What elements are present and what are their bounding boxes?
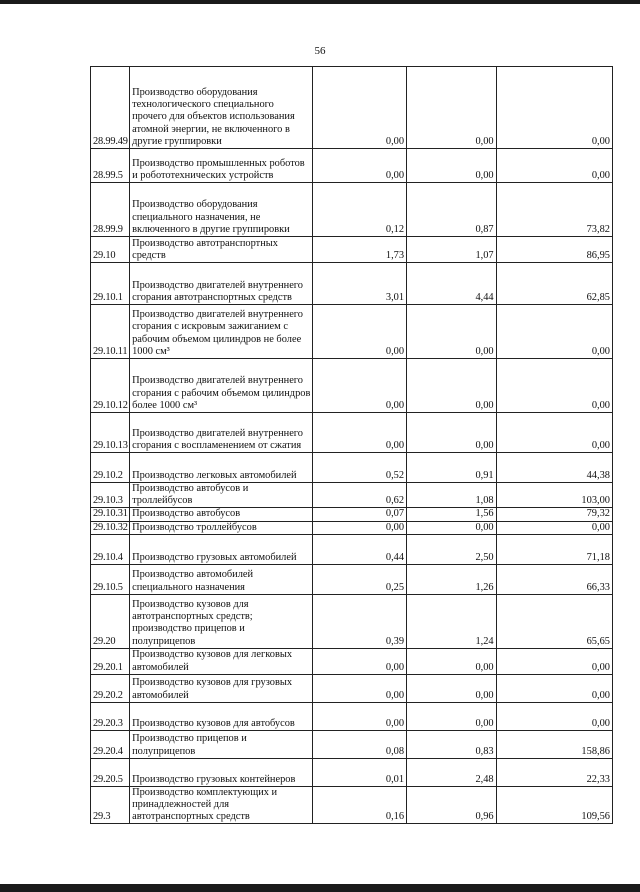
row-code: 29.20.4: [91, 730, 130, 758]
row-name: Производство оборудования специального назначения, не включенного в другие группировки: [130, 183, 313, 237]
row-value-1: 0,00: [313, 67, 407, 149]
row-value-1: 3,01: [313, 263, 407, 305]
row-code: 29.10: [91, 237, 130, 263]
row-value-2: 0,87: [407, 183, 497, 237]
table-row: [91, 183, 613, 237]
row-value-3: 44,38: [496, 453, 612, 483]
row-value-3: 0,00: [496, 413, 612, 453]
page-number: 56: [314, 45, 326, 57]
row-value-2: 0,83: [407, 730, 497, 758]
row-code: 29.10.4: [91, 534, 130, 564]
table-row: [91, 413, 613, 453]
table-row: [91, 483, 613, 508]
row-name: Производство грузовых автомобилей: [130, 534, 313, 564]
row-value-2: 2,48: [407, 758, 497, 786]
table-row: [91, 149, 613, 183]
row-value-2: 0,00: [407, 359, 497, 413]
row-value-2: 0,00: [407, 674, 497, 702]
row-value-2: 1,56: [407, 508, 497, 521]
row-name: Производство троллейбусов: [130, 521, 313, 534]
row-value-1: 0,00: [313, 359, 407, 413]
row-value-2: 0,00: [407, 521, 497, 534]
scan-border-bottom: [0, 884, 640, 892]
row-value-1: 0,00: [313, 674, 407, 702]
row-name: Производство двигателей внутреннего сгорания с искровым зажиганием с рабочим объемом цилиндров не более 1000 см³: [130, 305, 313, 359]
table-row: [91, 758, 613, 786]
row-value-2: 0,00: [407, 648, 497, 674]
row-value-3: 79,32: [496, 508, 612, 521]
row-value-1: 0,00: [313, 305, 407, 359]
row-value-3: 109,56: [496, 786, 612, 824]
row-name: Производство двигателей внутреннего сгорания с воспламенением от сжатия: [130, 413, 313, 453]
row-code: 28.99.9: [91, 183, 130, 237]
row-value-1: 0,52: [313, 453, 407, 483]
table-row: [91, 702, 613, 730]
row-value-3: 22,33: [496, 758, 612, 786]
scan-border-top: [0, 0, 640, 4]
row-name: Производство кузовов для грузовых автомобилей: [130, 674, 313, 702]
row-value-1: 0,00: [313, 413, 407, 453]
row-code: 29.20.3: [91, 702, 130, 730]
row-name: Производство автотранспортных средств: [130, 237, 313, 263]
row-name: Производство двигателей внутреннего сгорания с рабочим объемом цилиндров более 1000 см³: [130, 359, 313, 413]
row-code: 29.20: [91, 594, 130, 648]
table-row: [91, 305, 613, 359]
row-name: Производство автобусов и троллейбусов: [130, 483, 313, 508]
row-code: 28.99.49: [91, 67, 130, 149]
row-value-3: 0,00: [496, 521, 612, 534]
row-value-2: 0,00: [407, 702, 497, 730]
table-body: [91, 67, 613, 824]
row-value-2: 0,00: [407, 67, 497, 149]
row-value-3: 0,00: [496, 305, 612, 359]
row-value-1: 0,00: [313, 702, 407, 730]
row-value-3: 65,65: [496, 594, 612, 648]
row-value-3: 0,00: [496, 359, 612, 413]
row-name: Производство кузовов для легковых автомобилей: [130, 648, 313, 674]
row-code: 29.10.32: [91, 521, 130, 534]
row-name: Производство двигателей внутреннего сгорания автотранспортных средств: [130, 263, 313, 305]
row-value-1: 0,00: [313, 648, 407, 674]
row-name: Производство легковых автомобилей: [130, 453, 313, 483]
table-row: [91, 237, 613, 263]
row-code: 29.10.1: [91, 263, 130, 305]
row-code: 29.3: [91, 786, 130, 824]
row-name: Производство прицепов и полуприцепов: [130, 730, 313, 758]
data-table: [90, 66, 613, 824]
row-value-3: 0,00: [496, 149, 612, 183]
table-row: [91, 648, 613, 674]
row-value-3: 0,00: [496, 67, 612, 149]
row-name: Производство грузовых контейнеров: [130, 758, 313, 786]
row-code: 29.20.1: [91, 648, 130, 674]
row-code: 29.10.3: [91, 483, 130, 508]
table-row: [91, 564, 613, 594]
table-row: [91, 534, 613, 564]
row-code: 29.10.31: [91, 508, 130, 521]
row-value-1: 1,73: [313, 237, 407, 263]
row-value-2: 1,07: [407, 237, 497, 263]
row-code: 29.10.5: [91, 564, 130, 594]
row-value-1: 0,08: [313, 730, 407, 758]
table-row: [91, 674, 613, 702]
row-value-3: 0,00: [496, 648, 612, 674]
row-value-1: 0,62: [313, 483, 407, 508]
table-row: [91, 508, 613, 521]
row-value-3: 103,00: [496, 483, 612, 508]
row-name: Производство оборудования технологического специального прочего для объектов использования атомной энергии, не включенного в другие группировки: [130, 67, 313, 149]
row-value-2: 1,08: [407, 483, 497, 508]
row-name: Производство кузовов для автотранспортных средств; производство прицепов и полуприцепов: [130, 594, 313, 648]
row-value-3: 62,85: [496, 263, 612, 305]
table-row: [91, 453, 613, 483]
row-value-3: 0,00: [496, 702, 612, 730]
table-row: [91, 359, 613, 413]
row-code: 29.10.11: [91, 305, 130, 359]
row-code: 29.20.2: [91, 674, 130, 702]
table-row: [91, 786, 613, 824]
row-name: Производство автомобилей специального назначения: [130, 564, 313, 594]
table-row: [91, 263, 613, 305]
row-value-2: 0,00: [407, 305, 497, 359]
table-row: [91, 521, 613, 534]
row-code: 29.10.2: [91, 453, 130, 483]
row-value-2: 1,26: [407, 564, 497, 594]
row-value-1: 0,12: [313, 183, 407, 237]
row-value-1: 0,00: [313, 149, 407, 183]
row-value-1: 0,01: [313, 758, 407, 786]
row-code: 29.10.12: [91, 359, 130, 413]
row-value-1: 0,16: [313, 786, 407, 824]
row-value-1: 0,00: [313, 521, 407, 534]
row-value-2: 4,44: [407, 263, 497, 305]
row-code: 29.20.5: [91, 758, 130, 786]
row-value-3: 71,18: [496, 534, 612, 564]
row-value-1: 0,39: [313, 594, 407, 648]
row-value-3: 158,86: [496, 730, 612, 758]
row-code: 28.99.5: [91, 149, 130, 183]
row-name: Производство комплектующих и принадлежностей для автотранспортных средств: [130, 786, 313, 824]
row-value-3: 73,82: [496, 183, 612, 237]
row-value-2: 0,00: [407, 413, 497, 453]
row-value-3: 86,95: [496, 237, 612, 263]
table-row: [91, 67, 613, 149]
row-name: Производство автобусов: [130, 508, 313, 521]
table-row: [91, 730, 613, 758]
row-value-1: 0,07: [313, 508, 407, 521]
row-value-2: 0,00: [407, 149, 497, 183]
row-value-3: 66,33: [496, 564, 612, 594]
row-value-2: 1,24: [407, 594, 497, 648]
row-value-1: 0,44: [313, 534, 407, 564]
row-code: 29.10.13: [91, 413, 130, 453]
row-name: Производство промышленных роботов и робототехнических устройств: [130, 149, 313, 183]
row-value-3: 0,00: [496, 674, 612, 702]
row-value-2: 0,91: [407, 453, 497, 483]
row-value-2: 0,96: [407, 786, 497, 824]
row-value-1: 0,25: [313, 564, 407, 594]
row-name: Производство кузовов для автобусов: [130, 702, 313, 730]
table-row: [91, 594, 613, 648]
row-value-2: 2,50: [407, 534, 497, 564]
